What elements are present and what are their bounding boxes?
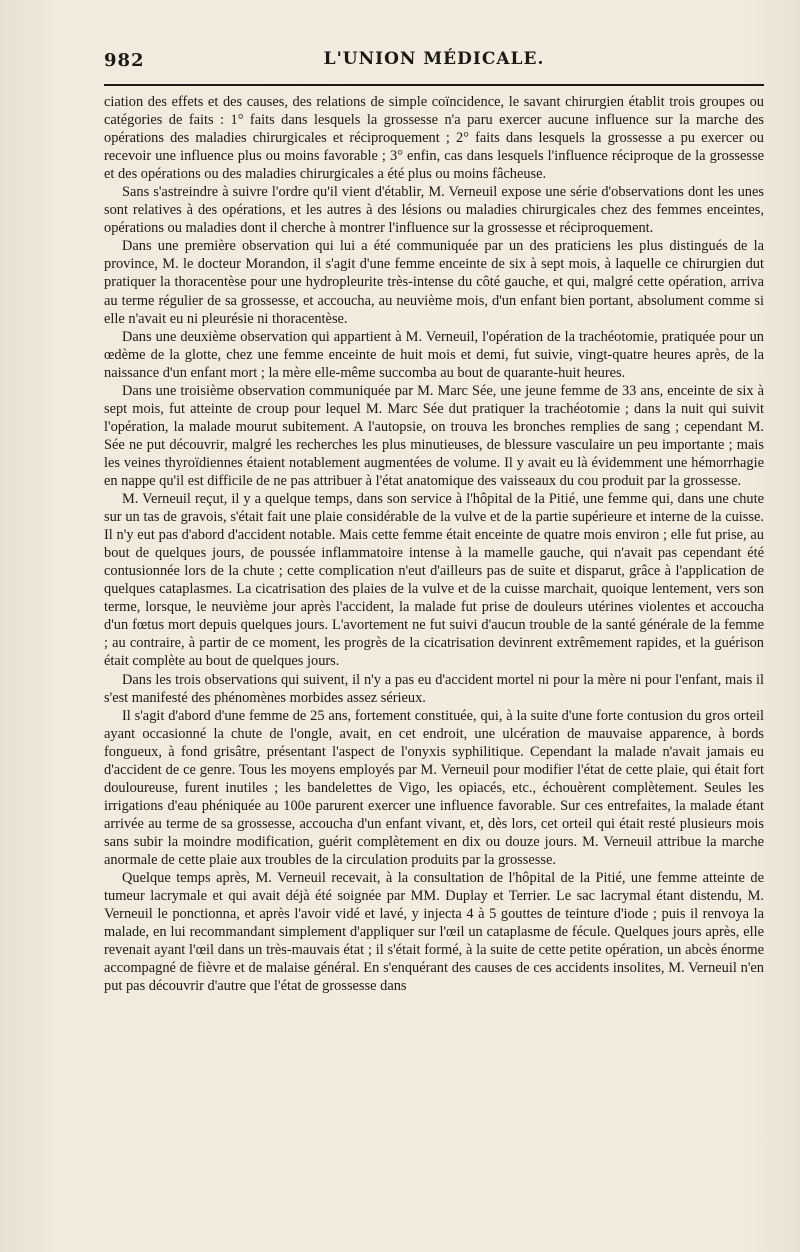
header-rule bbox=[104, 84, 764, 86]
paragraph: Il s'agit d'abord d'une femme de 25 ans, fortement constituée, qui, à la suite d'une forte contusion du gros orteil ayant occasionné la chute de l'ongle, avait, en cet endroit, une ulcération de mauvaise apparence, à bords fongueux, à fond grisâtre, présentant l'aspect de l'onyxis syphilitique. Cependant la malade n'avait jamais eu d'accident de ce genre. Tous les moyens employés par M. Verneuil pour modifier l'état de cette plaie, qui était fort douloureuse, furent inutiles ; les bandelettes de Vigo, les opiacés, etc., échouèrent complètement. Seules les irrigations d'eau phéniquée au 100e parurent exercer une influence favorable. Sur ces entrefaites, la malade étant arrivée au terme de sa grossesse, accoucha d'un enfant vivant, et, dès lors, cet orteil qui était resté plusieurs mois sans subir la moindre modification, guérit complètement en dix ou douze jours. M. Verneuil attribue la marche anormale de cette plaie aux troubles de la circulation produits par la grossesse. bbox=[104, 707, 764, 868]
paragraph: Dans une troisième observation communiquée par M. Marc Sée, une jeune femme de 33 ans, enceinte de six à sept mois, fut atteinte de croup pour lequel M. Marc Sée dut pratiquer la trachéotomie ; dans la nuit qui suivit l'opération, la malade mourut subitement. A l'autopsie, on trouva les bronches remplies de sang ; cependant M. Sée ne put découvrir, malgré les recherches les plus minutieuses, de blessure vasculaire un peu importante ; mais les veines thyroïdiennes étaient notablement augmentées de volume. Il y avait eu là évidemment une hémorrhagie en nappe qu'il est difficile de ne pas attribuer à l'état anatomique des vaisseaux du cou produit par la grossesse. bbox=[104, 382, 764, 489]
paragraph: ciation des effets et des causes, des relations de simple coïncidence, le savant chirurgien établit trois groupes ou catégories de faits : 1° faits dans lesquels la grossesse n'a paru exercer aucune influence sur la marche des opérations des maladies chirurgicales et réciproquement ; 2° faits dans lesquels la grossesse a pu exercer ou recevoir une influence plus ou moins favorable ; 3° enfin, cas dans lesquels l'influence réciproque de la grossesse et des opérations ou des maladies chirurgicales a été plus ou moins fâcheuse. bbox=[104, 94, 764, 183]
page-header bbox=[104, 0, 764, 70]
paragraph: Dans une première observation qui lui a été communiquée par un des praticiens les plus distingués de la province, M. le docteur Morandon, il s'agit d'une femme enceinte de six à sept mois, à laquelle ce chirurgien dut pratiquer la thoracentèse pour une hydropleurite très-intense du côté gauche, et qui, malgré cette opération, arriva au terme régulier de sa grossesse, et accoucha, au neuvième mois, d'un enfant bien portant, absolument comme si elle n'avait eu ni pleurésie ni thoracentèse. bbox=[104, 238, 764, 327]
paragraph: Quelque temps après, M. Verneuil recevait, à la consultation de l'hôpital de la Pitié, une femme atteinte de tumeur lacrymale et qui avait déjà été soignée par MM. Duplay et Terrier. Le sac lacrymal étant distendu, M. Verneuil le ponctionna, et après l'avoir vidé et lavé, y injecta 4 à 5 gouttes de teinture d'iode ; puis il renvoya la malade, en lui recommandant simplement d'appliquer sur l'œil un cataplasme de fécule. Quelques jours après, elle revenait ayant l'œil dans un très-mauvais état ; il s'était formé, à la suite de cette petite opération, un abcès énorme accompagné de fièvre et de malaise général. En s'enquérant des causes de ces accidents insolites, M. Verneuil n'en put pas découvrir d'autre que l'état de grossesse dans bbox=[104, 870, 764, 995]
paragraph: Dans une deuxième observation qui appartient à M. Verneuil, l'opération de la trachéotomie, pratiquée pour un œdème de la glotte, chez une femme enceinte de huit mois et demi, fut suivie, vingt-quatre heures après, de la naissance d'un enfant mort ; la mère elle-même succomba au bout de quarante-huit heures. bbox=[104, 328, 764, 381]
paragraph: M. Verneuil reçut, il y a quelque temps, dans son service à l'hôpital de la Pitié, une femme qui, dans une chute sur un tas de gravois, s'était fait une plaie considérable de la vulve et de la partie supérieure et interne de la cuisse. Il n'y eut pas d'abord d'accident notable. Mais cette femme était enceinte de quatre mois environ ; elle fut prise, au bout de quelques jours, de poussée inflammatoire intense à la mamelle gauche, qui n'avait pas cependant été contusionnée lors de la chute ; cette complication n'eut d'ailleurs pas de suite et disparut, grâce à l'application de quelques cataplasmes. La cicatrisation des plaies de la vulve et de la cuisse marchait, quoique lentement, vers son terme, lorsque, le neuvième jour après l'accident, la malade fut prise de douleurs utérines violentes et accoucha d'un fœtus mort depuis quelques jours. L'avortement ne fut suivi d'aucun trouble de la santé générale de la femme ; au contraire, à partir de ce moment, les progrès de la cicatrisation devinrent extrêmement rapides, et la guérison était complète au bout de quelques jours. bbox=[104, 491, 764, 670]
running-title: L'UNION MÉDICALE. bbox=[323, 49, 545, 69]
article-body bbox=[104, 93, 764, 995]
paragraph: Dans les trois observations qui suivent, il n'y a pas eu d'accident mortel ni pour la mère ni pour l'enfant, mais il s'est manifesté des phénomènes morbides assez sérieux. bbox=[104, 671, 764, 706]
paragraph: Sans s'astreindre à suivre l'ordre qu'il vient d'établir, M. Verneuil expose une série d'observations dont les unes sont relatives à des opérations, et les autres à des lésions ou maladies chirurgicales chez des femmes enceintes, opérations ou maladies dont il cherche à montrer l'influence sur la grossesse et réciproquement. bbox=[104, 184, 764, 237]
page-number: 982 bbox=[104, 50, 145, 71]
